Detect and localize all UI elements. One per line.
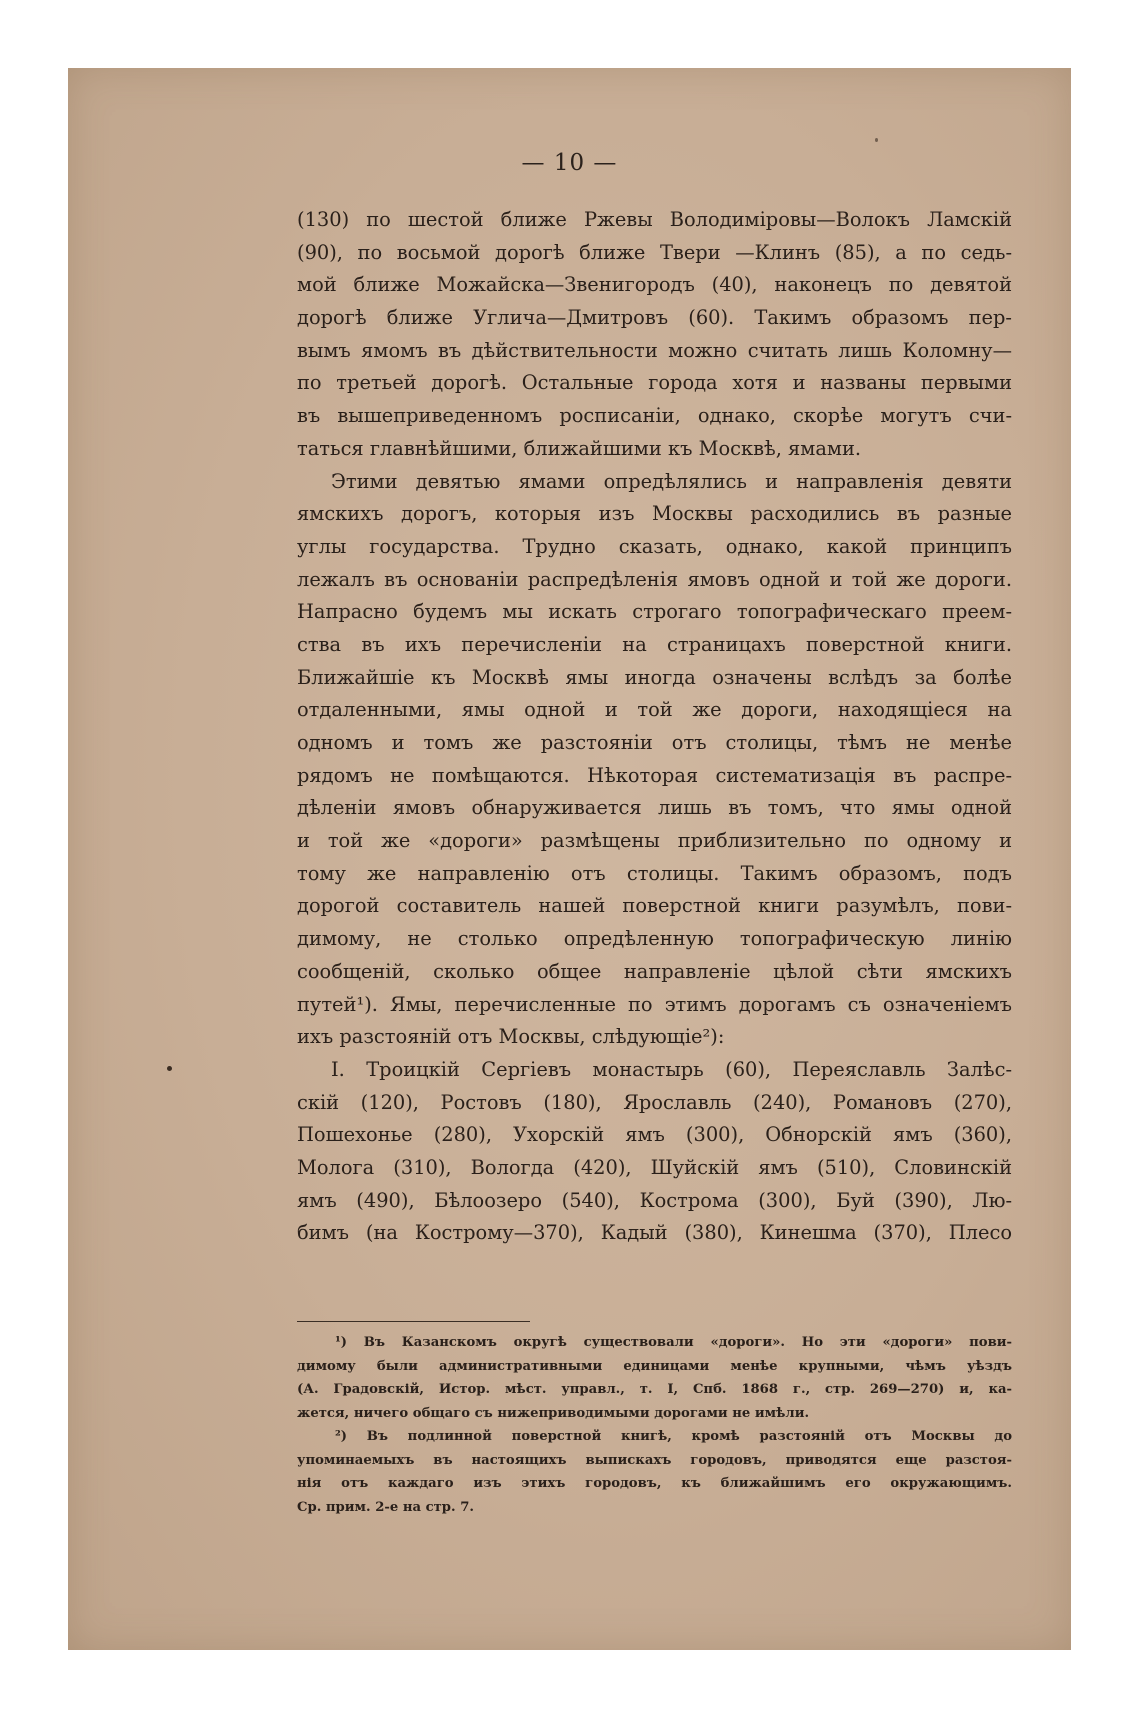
body-line: углы государства. Трудно сказать, однако, какой принципъ xyxy=(297,534,1012,558)
body-line: ихъ разстояній отъ Москвы, слѣдующіе²): xyxy=(297,1025,725,1049)
body-line: вымъ ямомъ въ дѣйствительности можно считать лишь Коломну— xyxy=(297,338,1012,362)
body-line: въ вышеприведенномъ росписаніи, однако, скорѣе могутъ счи- xyxy=(297,404,1012,428)
body-line: таться главнѣйшими, ближайшими къ Москвѣ, ямами. xyxy=(297,436,862,460)
footnote-line: (А. Градовскій, Истор. мѣст. управл., т. I, Спб. 1868 г., стр. 269—270) и, ка- xyxy=(297,1382,1012,1397)
body-line: по третьей дорогѣ. Остальные города хотя и названы первыми xyxy=(297,371,1012,395)
footnote-line: Ср. прим. 2-е на стр. 7. xyxy=(297,1499,474,1515)
body-line: Этими девятью ямами опредѣлялись и направленія девяти xyxy=(331,469,1012,493)
footnote-line: ¹) Въ Казанскомъ округѣ существовали «дороги». Но эти «дороги» пови- xyxy=(335,1335,1012,1350)
scanned-page xyxy=(68,68,1071,1650)
ink-speck xyxy=(167,1066,172,1071)
body-line: Напрасно будемъ мы искать строгаго топографическаго преем- xyxy=(297,600,1012,624)
body-line: сообщеній, сколько общее направленіе цѣлой сѣти ямскихъ xyxy=(297,959,1012,983)
body-line: I. Троицкій Сергіевъ монастырь (60), Переяславль Залѣс- xyxy=(331,1057,1012,1081)
ink-speck xyxy=(875,138,878,142)
body-line: Молога (310), Вологда (420), Шуйскій ямъ (510), Словинскій xyxy=(297,1155,1012,1179)
body-line: дорогѣ ближе Углича—Дмитровъ (60). Такимъ образомъ пер- xyxy=(297,306,1012,330)
footnote-separator xyxy=(297,1321,530,1322)
body-line: одномъ и томъ же разстояніи отъ столицы, тѣмъ не менѣе xyxy=(297,731,1012,754)
body-line: отдаленными, ямы одной и той же дороги, находящіеся на xyxy=(297,698,1012,722)
body-line: рядомъ не помѣщаются. Нѣкоторая систематизація въ распре- xyxy=(297,763,1012,787)
body-line: (90), по восьмой дорогѣ ближе Твери —Клинъ (85), а по седь- xyxy=(297,240,1012,264)
body-line: димому, не столько опредѣленную топографическую линію xyxy=(297,927,1012,951)
body-line: ства въ ихъ перечисленіи на страницахъ поверстной книги. xyxy=(297,632,1012,656)
footnote-line: нія отъ каждаго изъ этихъ городовъ, къ ближайшимъ его окружающимъ. xyxy=(297,1476,1012,1491)
footnote-line: упоминаемыхъ въ настоящихъ выпискахъ городовъ, приводятся еще разстоя- xyxy=(297,1452,1012,1468)
footnote-line: димому были административными единицами менѣе крупными, чѣмъ уѣздъ xyxy=(297,1358,1012,1374)
body-line: дѣленіи ямовъ обнаруживается лишь въ томъ, что ямы одной xyxy=(297,796,1012,820)
footnote-line: жется, ничего общаго съ нижеприводимыми дорогами не имѣли. xyxy=(297,1405,810,1421)
body-line: путей¹). Ямы, перечисленные по этимъ дорогамъ съ означеніемъ xyxy=(297,992,1012,1016)
body-line: и той же «дороги» размѣщены приблизительно по одному и xyxy=(297,829,1012,853)
body-line: скій (120), Ростовъ (180), Ярославль (240), Романовъ (270), xyxy=(297,1090,1012,1114)
footnote-line: ²) Въ подлинной поверстной книгѣ, кромѣ разстояній отъ Москвы до xyxy=(335,1429,1012,1444)
body-line: Ближайшіе къ Москвѣ ямы иногда означены вслѣдъ за болѣе xyxy=(297,665,1012,689)
body-line: мой ближе Можайска—Звенигородъ (40), наконецъ по девятой xyxy=(297,273,1012,297)
body-line: Пошехонье (280), Ухорскій ямъ (300), Обнорскій ямъ (360), xyxy=(297,1123,1012,1147)
body-line: ямъ (490), Бѣлоозеро (540), Кострома (300), Буй (390), Лю- xyxy=(297,1188,1012,1212)
body-line: (130) по шестой ближе Ржевы Володиміровы—Волокъ Ламскій xyxy=(297,208,1012,231)
footnotes xyxy=(297,1331,1012,1519)
page-number: — 10 — xyxy=(521,150,618,176)
body-line: бимъ (на Кострому—370), Кадый (380), Кинешма (370), Плесо xyxy=(297,1221,1012,1245)
body-line: дорогой составитель нашей поверстной книги разумѣлъ, пови- xyxy=(297,894,1012,918)
body-line: лежалъ въ основаніи распредѣленія ямовъ одной и той же дороги. xyxy=(297,567,1012,591)
body-line: ямскихъ дорогъ, которыя изъ Москвы расходились въ разные xyxy=(297,502,1012,526)
body-text xyxy=(297,204,1012,1250)
body-line: тому же направленію отъ столицы. Такимъ образомъ, подъ xyxy=(297,861,1012,885)
